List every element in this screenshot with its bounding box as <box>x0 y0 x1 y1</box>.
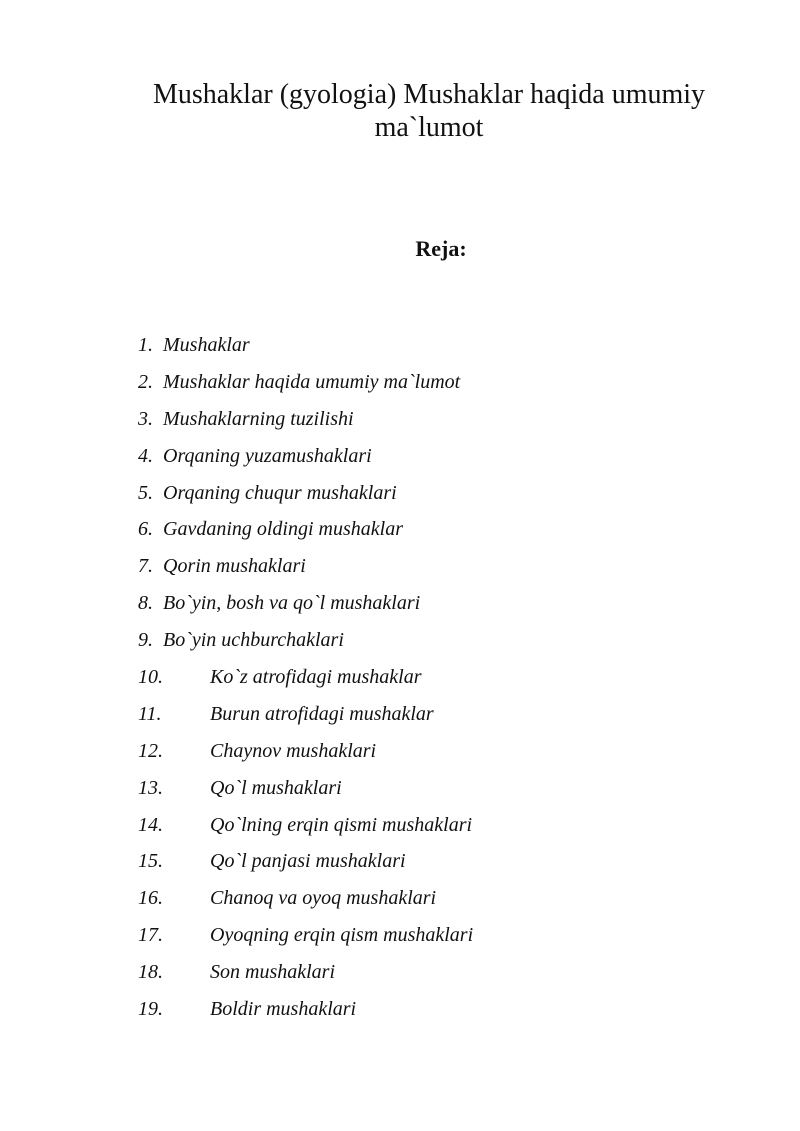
plan-item-number: 19. <box>138 998 163 1021</box>
plan-item-text: Qo`l panjasi mushaklari <box>210 850 406 873</box>
plan-item-text: Orqaning chuqur mushaklari <box>163 481 397 504</box>
plan-item-number: 13. <box>138 776 163 799</box>
plan-item-text: Mushaklar <box>163 334 250 356</box>
plan-item-number: 17. <box>138 924 163 947</box>
plan-item <box>138 847 473 884</box>
plan-item <box>138 368 473 405</box>
plan-item <box>138 884 473 921</box>
plan-item-text: Gavdaning oldingi mushaklar <box>163 518 403 541</box>
plan-item <box>138 405 473 442</box>
plan-item-text: Orqaning yuzamushaklari <box>163 444 372 467</box>
plan-item-number: 14. <box>138 813 163 836</box>
plan-item <box>138 811 473 848</box>
plan-item-text: Mushaklar haqida umumiy ma`lumot <box>163 370 461 393</box>
plan-item-text: Boldir mushaklari <box>210 998 357 1021</box>
plan-item-number: 9. <box>138 629 153 652</box>
plan-item-number: 2. <box>138 370 153 393</box>
plan-item-number: 15. <box>138 850 163 873</box>
plan-item-text: Mushaklarning tuzilishi <box>163 407 354 430</box>
plan-item <box>138 774 473 811</box>
plan-item-number: 3. <box>138 407 153 430</box>
plan-item-number: 16. <box>138 887 163 910</box>
plan-item <box>138 921 473 958</box>
plan-item <box>138 958 473 995</box>
plan-item-number: 6. <box>138 518 153 541</box>
plan-item-text: Oyoqning erqin qism mushaklari <box>210 924 474 947</box>
plan-list <box>138 331 473 1032</box>
plan-item <box>138 331 473 368</box>
plan-item <box>138 663 473 700</box>
plan-item-number: 8. <box>138 592 153 615</box>
plan-item-text: Qorin mushaklari <box>163 555 306 578</box>
plan-item-text: Qo`l mushaklari <box>210 776 342 799</box>
plan-item-number: 1. <box>138 334 153 356</box>
plan-item <box>138 589 473 626</box>
plan-item-number: 4. <box>138 444 153 467</box>
plan-item-number: 12. <box>138 739 163 762</box>
plan-item-text: Ko`z atrofidagi mushaklar <box>210 666 422 689</box>
document-title: Mushaklar (gyologia) Mushaklar haqida umumiy ma`lumot <box>152 79 706 143</box>
plan-item-text: Bo`yin, bosh va qo`l mushaklari <box>163 592 421 615</box>
plan-item-text: Burun atrofidagi mushaklar <box>210 702 434 725</box>
plan-item <box>138 479 473 516</box>
plan-item-number: 18. <box>138 961 163 984</box>
plan-item <box>138 626 473 663</box>
plan-item-text: Chanoq va oyoq mushaklari <box>210 887 437 910</box>
plan-item-text: Bo`yin uchburchaklari <box>163 629 344 652</box>
plan-item <box>138 552 473 589</box>
plan-item-number: 10. <box>138 666 163 689</box>
plan-item <box>138 442 473 479</box>
plan-item <box>138 700 473 737</box>
plan-item-text: Qo`lning erqin qismi mushaklari <box>210 813 473 836</box>
plan-item-number: 7. <box>138 555 153 578</box>
plan-item-text: Chaynov mushaklari <box>210 739 377 762</box>
plan-item-text: Son mushaklari <box>210 961 335 984</box>
plan-item <box>138 737 473 774</box>
plan-item <box>138 515 473 552</box>
plan-item <box>138 995 473 1032</box>
plan-item-number: 11. <box>138 702 162 725</box>
plan-item-number: 5. <box>138 481 153 504</box>
plan-heading: Reja: <box>415 236 467 261</box>
